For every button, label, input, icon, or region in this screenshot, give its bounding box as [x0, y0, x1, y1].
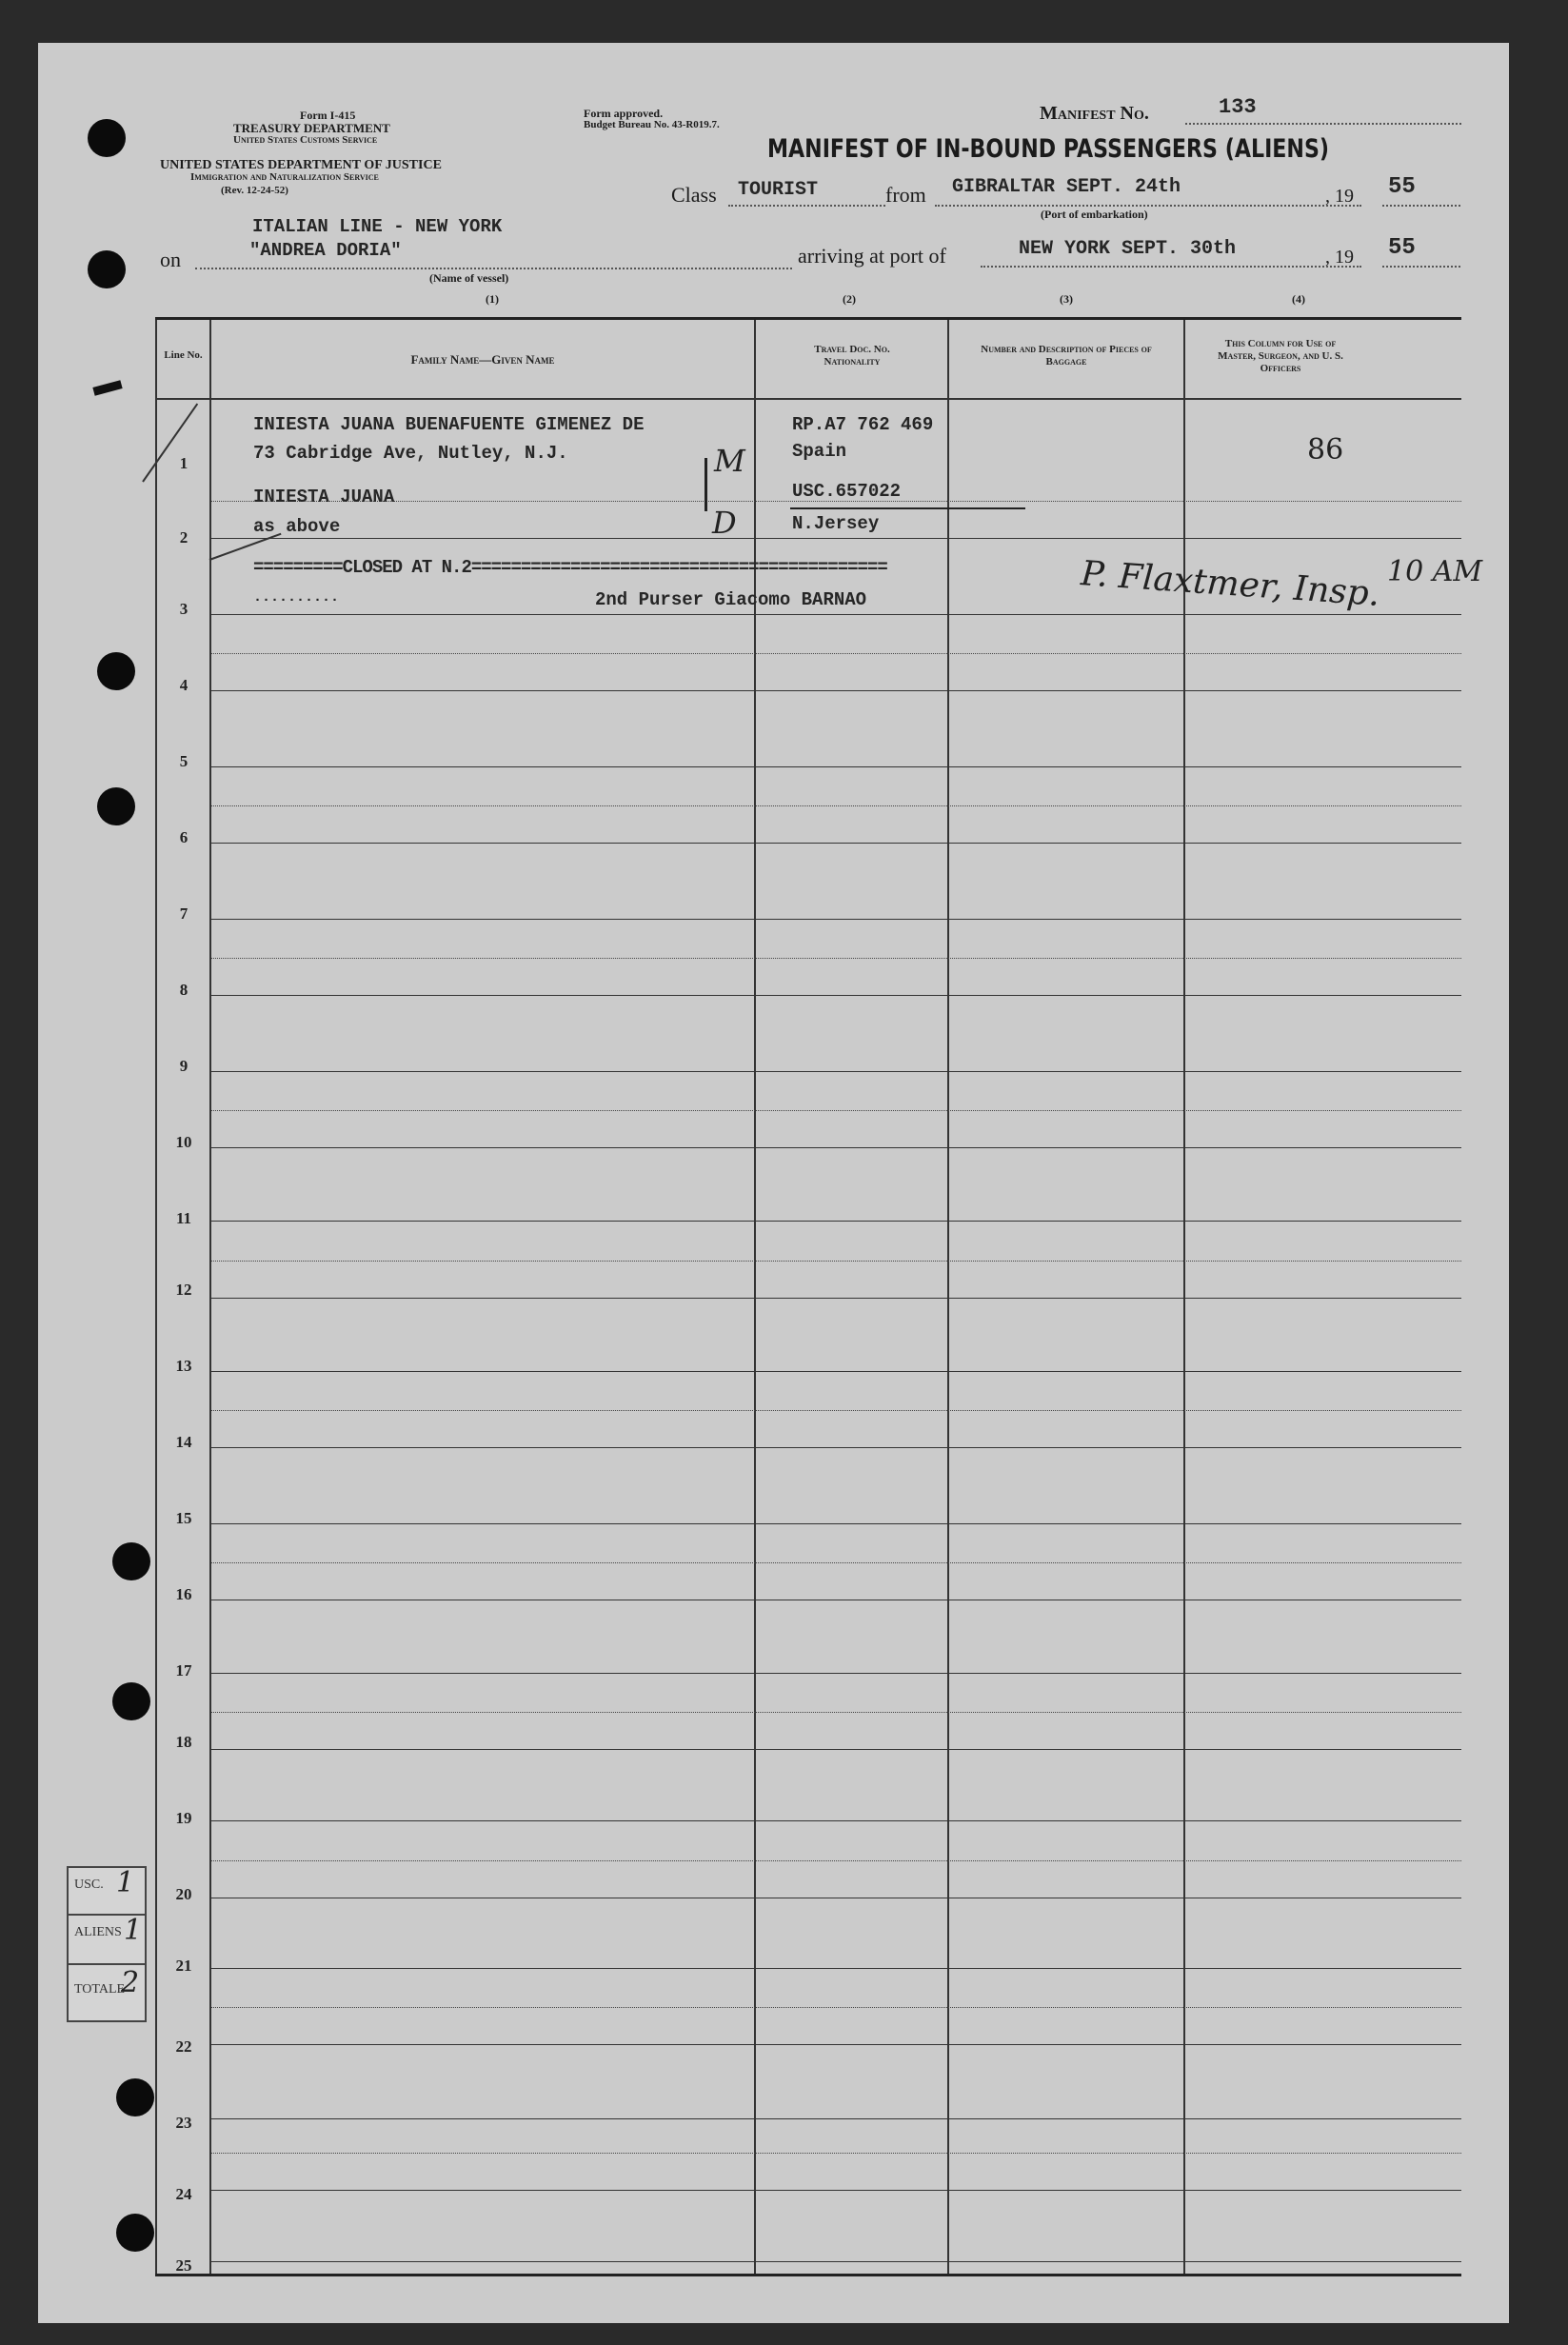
row-rule: [211, 2044, 1461, 2045]
row-rule: [211, 843, 1461, 844]
line-number: 10: [175, 1133, 192, 1151]
form-number: Form I-415: [300, 109, 356, 122]
vessel-caption: (Name of vessel): [429, 271, 509, 285]
vessel-line1: ITALIAN LINE - NEW YORK: [252, 216, 503, 237]
closing-leader: ..........: [253, 589, 340, 606]
year2-value: 55: [1388, 235, 1416, 261]
line-number: 18: [175, 1733, 192, 1751]
form-approved: Form approved.: [584, 107, 664, 120]
line-number: 11: [175, 1209, 192, 1227]
row-rule: [211, 690, 1461, 691]
line-number: 22: [175, 2037, 192, 2056]
binder-hole: [97, 652, 135, 690]
justice-dept: UNITED STATES DEPARTMENT OF JUSTICE: [160, 158, 442, 172]
arriving-value: NEW YORK SEPT. 30th: [1019, 238, 1237, 260]
line-number: 9: [179, 1057, 189, 1075]
class-value: TOURIST: [738, 179, 819, 201]
row-rule: [211, 1749, 1461, 1750]
line-number: 14: [175, 1433, 192, 1451]
row2-doc-underline: [790, 507, 1025, 509]
row1-bracket: [705, 458, 707, 511]
line-number: 16: [175, 1585, 192, 1603]
row1-doc: RP.A7 762 469: [792, 414, 934, 435]
row1-nationality: Spain: [792, 441, 847, 462]
col3-header: Number and Description of Pieces of Baggage: [981, 344, 1152, 368]
usc-label: USC.: [74, 1878, 104, 1892]
row1-hand-mark: M: [714, 443, 745, 479]
line-number: 2: [179, 528, 189, 547]
row-rule: [211, 2118, 1461, 2119]
row-rule: [211, 1673, 1461, 1674]
row-rule-dotted: [211, 652, 1461, 654]
line-no-header: Line No.: [164, 349, 203, 361]
from-value: GIBRALTAR SEPT. 24th: [952, 176, 1181, 198]
binder-hole: [97, 787, 135, 825]
line-number: 13: [175, 1357, 192, 1375]
row-rule: [211, 1371, 1461, 1372]
row2-hand-mark: D: [712, 505, 737, 541]
row-rule-dotted: [211, 1859, 1461, 1861]
line-number: 20: [175, 1885, 192, 1903]
row-rule: [211, 1447, 1461, 1448]
row2-nationality: N.Jersey: [792, 513, 880, 534]
line-number: 8: [179, 981, 189, 999]
vessel-line2: "ANDREA DORIA": [249, 240, 402, 261]
line-number: 24: [175, 2185, 192, 2203]
usc-count: 1: [116, 1866, 135, 1899]
purser-name: 2nd Purser Giacomo BARNAO: [595, 589, 867, 610]
inspector-signature: P. Flaxtmer, Insp.: [1079, 554, 1381, 614]
row2-doc: USC.657022: [792, 481, 902, 502]
row-rule-dotted: [211, 1561, 1461, 1563]
line-number: 3: [179, 600, 189, 618]
treasury-dept: TREASURY DEPARTMENT: [233, 121, 390, 135]
manifest-no-value: 133: [1219, 95, 1257, 119]
row-rule: [211, 614, 1461, 615]
line-number: 4: [179, 676, 189, 694]
on-label: on: [160, 248, 181, 271]
row-rule-dotted: [211, 1109, 1461, 1111]
class-label: Class: [671, 183, 717, 207]
row-rule: [211, 919, 1461, 920]
row1-address: 73 Cabridge Ave, Nutley, N.J.: [253, 443, 568, 464]
col4-header: This Column for Use of Master, Surgeon, and U. S. Officers: [1218, 338, 1343, 374]
binder-hole: [112, 1682, 150, 1720]
tally-box: [67, 1866, 147, 2022]
row-rule: [211, 1071, 1461, 1072]
row-rule-dotted: [211, 1260, 1461, 1262]
manifest-title: MANIFEST OF IN-BOUND PASSENGERS (ALIENS): [767, 134, 1330, 164]
row-rule: [211, 538, 1461, 539]
row2-address: as above: [253, 516, 341, 537]
line-number: 21: [175, 1957, 192, 1975]
row-rule-dotted: [211, 2006, 1461, 2008]
row-rule: [211, 1523, 1461, 1524]
line-number: 25: [175, 2256, 192, 2275]
form-revision: (Rev. 12-24-52): [221, 185, 288, 196]
row-rule-dotted: [211, 957, 1461, 959]
line-number: 23: [175, 2114, 192, 2132]
line-number: 7: [179, 904, 189, 923]
row-rule-dotted: [211, 1409, 1461, 1411]
year-prefix: , 19: [1325, 186, 1354, 207]
arriving-label: arriving at port of: [798, 244, 946, 268]
col3-number: (3): [1060, 292, 1073, 306]
row-rule: [211, 1298, 1461, 1299]
col4-number: (4): [1292, 292, 1305, 306]
line-number: 17: [175, 1661, 192, 1679]
row-rule: [211, 2190, 1461, 2191]
budget-bureau-no: Budget Bureau No. 43-R019.7.: [584, 119, 720, 130]
row1-name: INIESTA JUANA BUENAFUENTE GIMENEZ DE: [253, 414, 645, 435]
row-rule: [211, 995, 1461, 996]
line-number: 15: [175, 1509, 192, 1527]
row-rule: [211, 1968, 1461, 1969]
total-label: TOTALE: [74, 1982, 126, 1997]
row1-officer-mark: 86: [1307, 433, 1344, 467]
row-rule: [211, 766, 1461, 767]
line-number: 1: [179, 454, 189, 472]
manifest-no-label: Manifest No.: [1040, 103, 1149, 124]
row-rule-dotted: [211, 805, 1461, 806]
binder-hole: [112, 1542, 150, 1580]
year2-prefix: , 19: [1325, 247, 1354, 268]
ins-service: Immigration and Naturalization Service: [190, 171, 379, 183]
binder-hole: [116, 2214, 154, 2252]
col2-number: (2): [843, 292, 856, 306]
port-embark-caption: (Port of embarkation): [1041, 208, 1148, 221]
from-label: from: [885, 183, 926, 207]
row-rule: [211, 2261, 1461, 2262]
closed-line: =========CLOSED AT N.2==========================================: [253, 557, 887, 578]
binder-hole: [88, 250, 126, 288]
col2-header: Travel Doc. No. Nationality: [814, 344, 890, 368]
customs-service: United States Customs Service: [233, 134, 378, 146]
binder-hole: [116, 2078, 154, 2116]
aliens-label: ALIENS: [74, 1925, 122, 1939]
row-rule: [211, 1221, 1461, 1222]
row-rule: [211, 1820, 1461, 1821]
manifest-page: [38, 43, 1509, 2323]
time-note: 10 AM: [1387, 555, 1483, 588]
col1-number: (1): [486, 292, 499, 306]
row2-name: INIESTA JUANA: [253, 487, 395, 507]
row-rule: [211, 1147, 1461, 1148]
total-count: 2: [121, 1966, 140, 1999]
line-number: 12: [175, 1281, 192, 1299]
row-rule-dotted: [211, 2152, 1461, 2154]
aliens-count: 1: [124, 1914, 143, 1947]
year-value: 55: [1388, 174, 1416, 200]
col1-header: Family Name—Given Name: [410, 352, 555, 367]
line-number: 5: [179, 752, 189, 770]
line-number: 6: [179, 828, 189, 846]
edge-mark: [92, 380, 122, 395]
binder-hole: [88, 119, 126, 157]
line-number: 19: [175, 1809, 192, 1827]
row-rule-dotted: [211, 1711, 1461, 1713]
